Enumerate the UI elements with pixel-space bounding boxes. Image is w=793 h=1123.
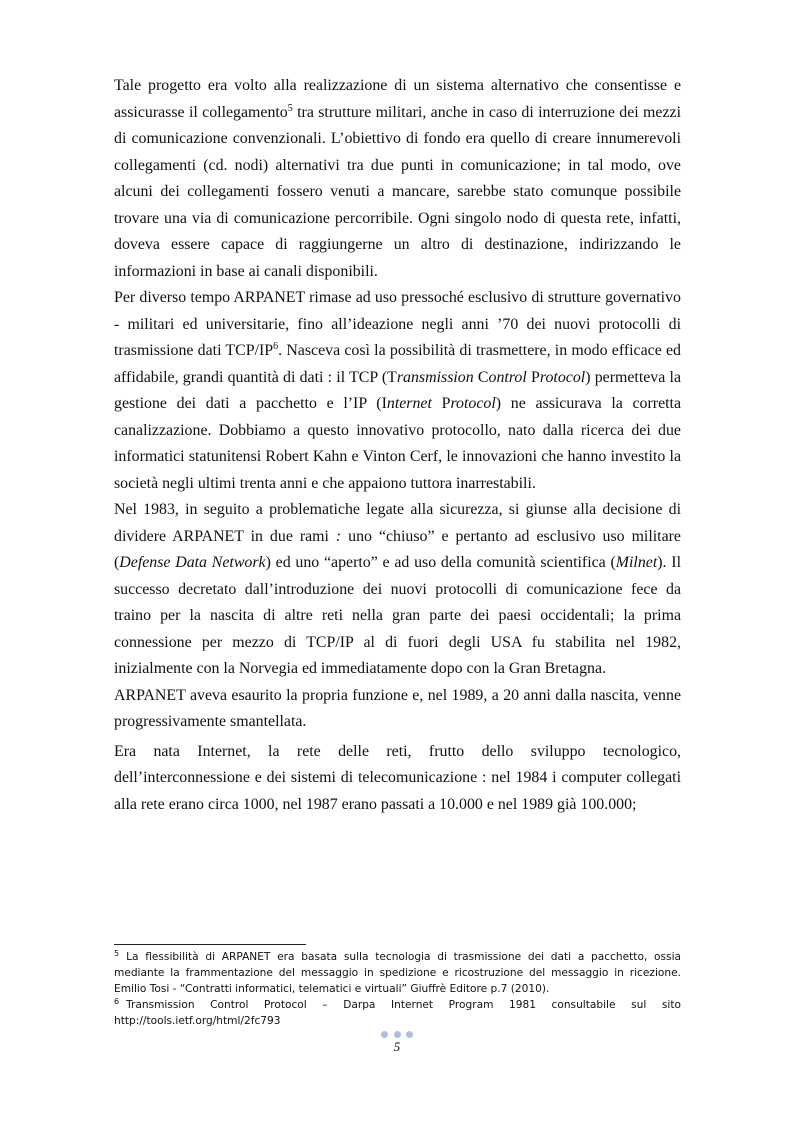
footnote-separator (114, 944, 306, 945)
ornament-dot (394, 1031, 401, 1038)
paragraph-4 (114, 683, 681, 736)
paragraph-1 (114, 73, 681, 285)
page-ornament-dots (381, 1031, 413, 1039)
ornament-dot (406, 1031, 413, 1038)
text-run: C (477, 368, 489, 386)
text-run: ransmission (396, 368, 478, 386)
footnotes (114, 949, 681, 1029)
text-run: rotocol (539, 368, 586, 386)
page-number: 5 (393, 1039, 401, 1054)
body-text (114, 73, 681, 818)
ornament-dot (381, 1031, 388, 1038)
text-run: T (387, 368, 397, 386)
text-run: Nel 1983, in seguito a problematiche legate alla sicurezza, si giunse alla decisione di dividere ARPANET in due rami (114, 501, 681, 545)
text-run: . Nasceva così la possibilità di trasmettere, in modo efficace ed affidabile, grandi quantità di dati : il TCP ( (114, 342, 681, 386)
text-run: Per diverso tempo ARPANET rimase ad uso pressoché esclusivo di strutture governativo - militari ed universitarie, fino all’ideazione negli anni ’70 dei nuovi protocolli di trasmissione dati TCP/IP (114, 289, 681, 359)
text-run: Era nata Internet, la rete delle reti, frutto dello sviluppo tecnologico, dell’interconnessione e dei sistemi di telecomunicazione : nel 1984 i computer collegati alla rete erano circa 1000, nel 1987 erano passati a 10.000 e nel 1989 già 100.000; (114, 742, 681, 813)
text-run: P (531, 368, 540, 386)
text-run: nternet (386, 395, 442, 412)
paragraph-3 (114, 497, 681, 683)
text-run: tra strutture militari, anche in caso di interruzione dei mezzi di comunicazione convenzionali. L’obiettivo di fondo era quello di creare innumerevoli collegamenti (cd. nodi) alternativi tra due punti in comunicazione; in tal modo, ove alcuni dei collegamenti fossero venuti a mancare, sarebbe stato comunque possibile trovare una via di comunicazione percorribile. Ogni singolo nodo di questa rete, infatti, doveva essere capace di raggiungerne un altro di destinazione, indirizzando le informazioni in base ai canali disponibili. (114, 103, 681, 280)
text-run: Tale progetto era volto alla realizzazione di un sistema alternativo che consentisse e assicurasse il collegamento (114, 77, 681, 121)
footnote-5 (114, 949, 681, 997)
footnote-6 (114, 997, 681, 1029)
footnote-5-text: La flessibilità di ARPANET era basata sulla tecnologia di trasmissione dei dati a pacchetto, ossia mediante la frammentazione del messaggio in spedizione e ricostruzione del messaggio in ricezione. Emilio Tosi - “Contratti informatici, telematici e virtuali” Giuffrè Editore p.7 (2010). (114, 951, 681, 995)
text-run: uno “chiuso” e pertanto ad esclusivo uso militare ( (114, 527, 681, 571)
footnote-reference: 6 (273, 341, 279, 352)
text-run: P (441, 395, 451, 412)
text-run: ) ne assicurava la corretta canalizzazione. Dobbiamo a questo innovativo protocollo, nato dalla ricerca dei due informatici statunitensi Robert Kahn e Vinton Cerf, le innovazioni che hanno investito la società negli ultimi trenta anni e che appaiono tuttora inarrestabili. (114, 395, 682, 492)
text-run: Defense Data Network (119, 554, 266, 571)
text-run: Milnet (615, 554, 658, 571)
text-run: : (335, 527, 342, 545)
text-run: I (381, 395, 387, 412)
text-run: ). Il successo decretato dall’introduzione dei nuovi protocolli di comunicazione fece da traino per la nascita di altre reti nella gran parte dei paesi occidentali; la prima connessione per mezzo di TCP/IP al di fuori degli USA fu stabilita nel 1982, inizialmente con la Norvegia ed immediatamente dopo con la Gran Bretagna. (114, 554, 681, 677)
paragraph-5 (114, 739, 681, 819)
text-run: ) ed uno “aperto” e ad uso della comunità scientifica ( (265, 554, 616, 571)
text-run: ) permetteva la gestione dei dati a pacchetto e l’IP ( (114, 368, 681, 412)
footnote-5-mark: 5 (114, 949, 120, 958)
text-run: rotocol (450, 395, 496, 412)
footnote-reference: 5 (287, 102, 293, 114)
footnote-6-mark: 6 (114, 997, 120, 1006)
paragraph-2 (114, 285, 681, 497)
footnote-6-text: Transmission Control Protocol – Darpa Internet Program 1981 consultabile sul sito http://tools.ietf.org/html/2fc793 (114, 999, 681, 1027)
text-run: ontrol (488, 368, 527, 386)
text-run: ARPANET aveva esaurito la propria funzione e, nel 1989, a 20 anni dalla nascita, venne progressivamente smantellata. (114, 686, 681, 730)
